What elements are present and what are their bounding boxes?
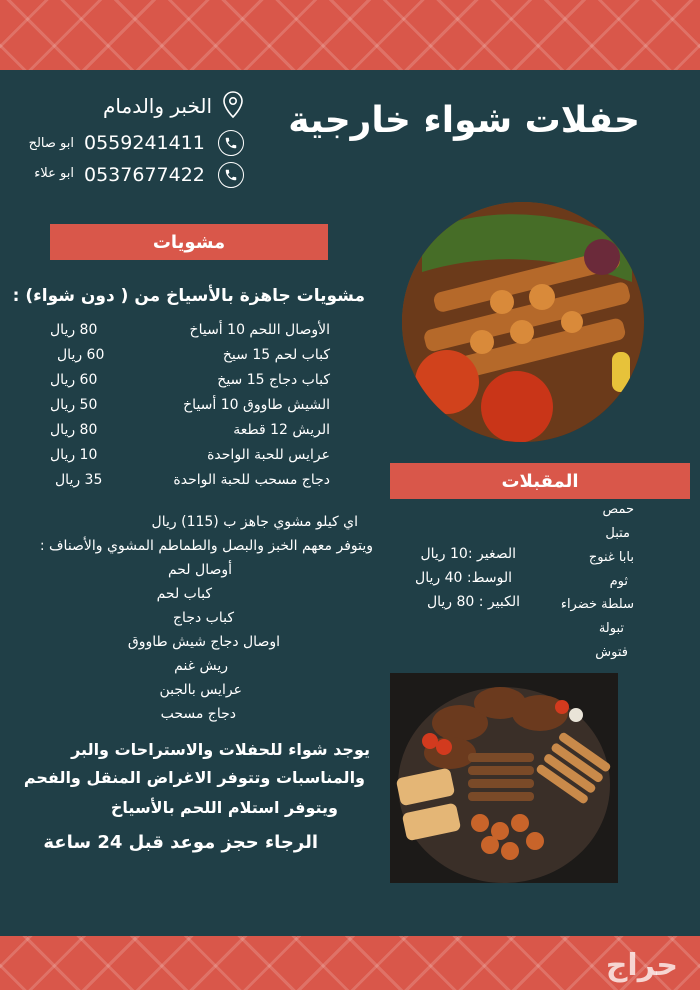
menu-item-price: 60 ريال [50,372,98,388]
menu-item-name: الريش 12 قطعة [233,422,330,438]
menu-item-price: 60 ريال [57,347,105,363]
menu-row [10,447,330,471]
variety-item: ريش غنم [174,658,228,674]
menu-item-price: 35 ريال [55,472,103,488]
grills-heading-banner: مشويات [50,224,328,260]
appetizer-item: تبولة [598,621,624,636]
variety-item: كباب دجاج [173,610,234,626]
menu-item-price: 80 ريال [50,322,98,338]
appetizer-item: سلطة خضراء [560,597,634,612]
menu-item-name: كباب دجاج 15 سيخ [217,372,330,388]
booking-notice: الرجاء حجز موعد قبل 24 ساعة [43,832,318,853]
menu-row [10,472,330,496]
top-pattern-band [0,0,700,70]
appetizer-item: حمص [602,502,634,517]
phone-number-2[interactable]: 0537677422 [84,164,205,186]
grill-plate-photo [402,202,644,442]
appetizers-heading-banner: المقبلات [390,463,690,499]
menu-item-price: 80 ريال [50,422,98,438]
appetizer-item: فتوش [595,645,628,660]
menu-row [10,372,330,396]
phone-icon [218,130,244,156]
appetizer-item: بابا غنوج [588,550,634,565]
size-price-small: الصغير :10 ريال [420,546,516,562]
variety-item: عرايس بالجبن [159,682,242,698]
menu-item-price: 10 ريال [50,447,98,463]
contact-name-2: ابو علاء [34,166,74,181]
variety-item: كباب لحم [156,586,212,602]
location-pin-icon [220,92,246,118]
menu-item-price: 50 ريال [50,397,98,413]
appetizer-item: ثوم [609,574,628,589]
variety-item: اوصال دجاج شيش طاووق [127,634,280,650]
contact-name-1: ابو صالح [28,136,74,151]
menu-item-name: كباب لحم 15 سيخ [222,347,330,363]
menu-row [10,422,330,446]
location-text: الخبر والدمام [103,94,212,118]
menu-row [10,322,330,346]
grills-intro: مشويات جاهزة بالأسياخ من ( دون شواء) : [12,286,365,306]
notice-line: والمناسبات وتتوفر الاغراض المنقل والفحم [23,768,365,787]
menu-row [10,347,330,371]
menu-item-name: دجاج مسحب للحبة الواحدة [173,472,330,488]
menu-row [10,397,330,421]
notice-line: يوجد شواء للحفلات والاستراحات والبر [71,740,370,759]
watermark-logo: حراج [605,948,678,983]
size-price-large: الكبير : 80 ريال [426,594,520,610]
variety-item: أوصال لحم [167,562,232,578]
appetizer-item: متبل [605,526,630,541]
phone-icon [218,162,244,188]
phone-number-1[interactable]: 0559241411 [84,132,205,154]
variety-item: دجاج مسحب [160,706,236,722]
notice-line: ويتوفر استلام اللحم بالأسياخ [110,798,338,817]
menu-item-name: الأوصال اللحم 10 أسياخ [189,322,330,338]
menu-item-name: عرايس للحبة الواحدة [207,447,330,463]
kilo-price-line: اي كيلو مشوي جاهز ب (115) ريال [151,514,358,530]
grill-platter-photo [390,673,618,883]
page-title: حفلات شواء خارجية [288,100,640,141]
availability-line: ويتوفر معهم الخبز والبصل والطماطم المشوي والأصناف : [39,538,373,554]
size-price-medium: الوسط: 40 ريال [415,570,512,586]
bottom-pattern-band [0,936,700,990]
menu-item-name: الشيش طاووق 10 أسياخ [183,397,330,413]
